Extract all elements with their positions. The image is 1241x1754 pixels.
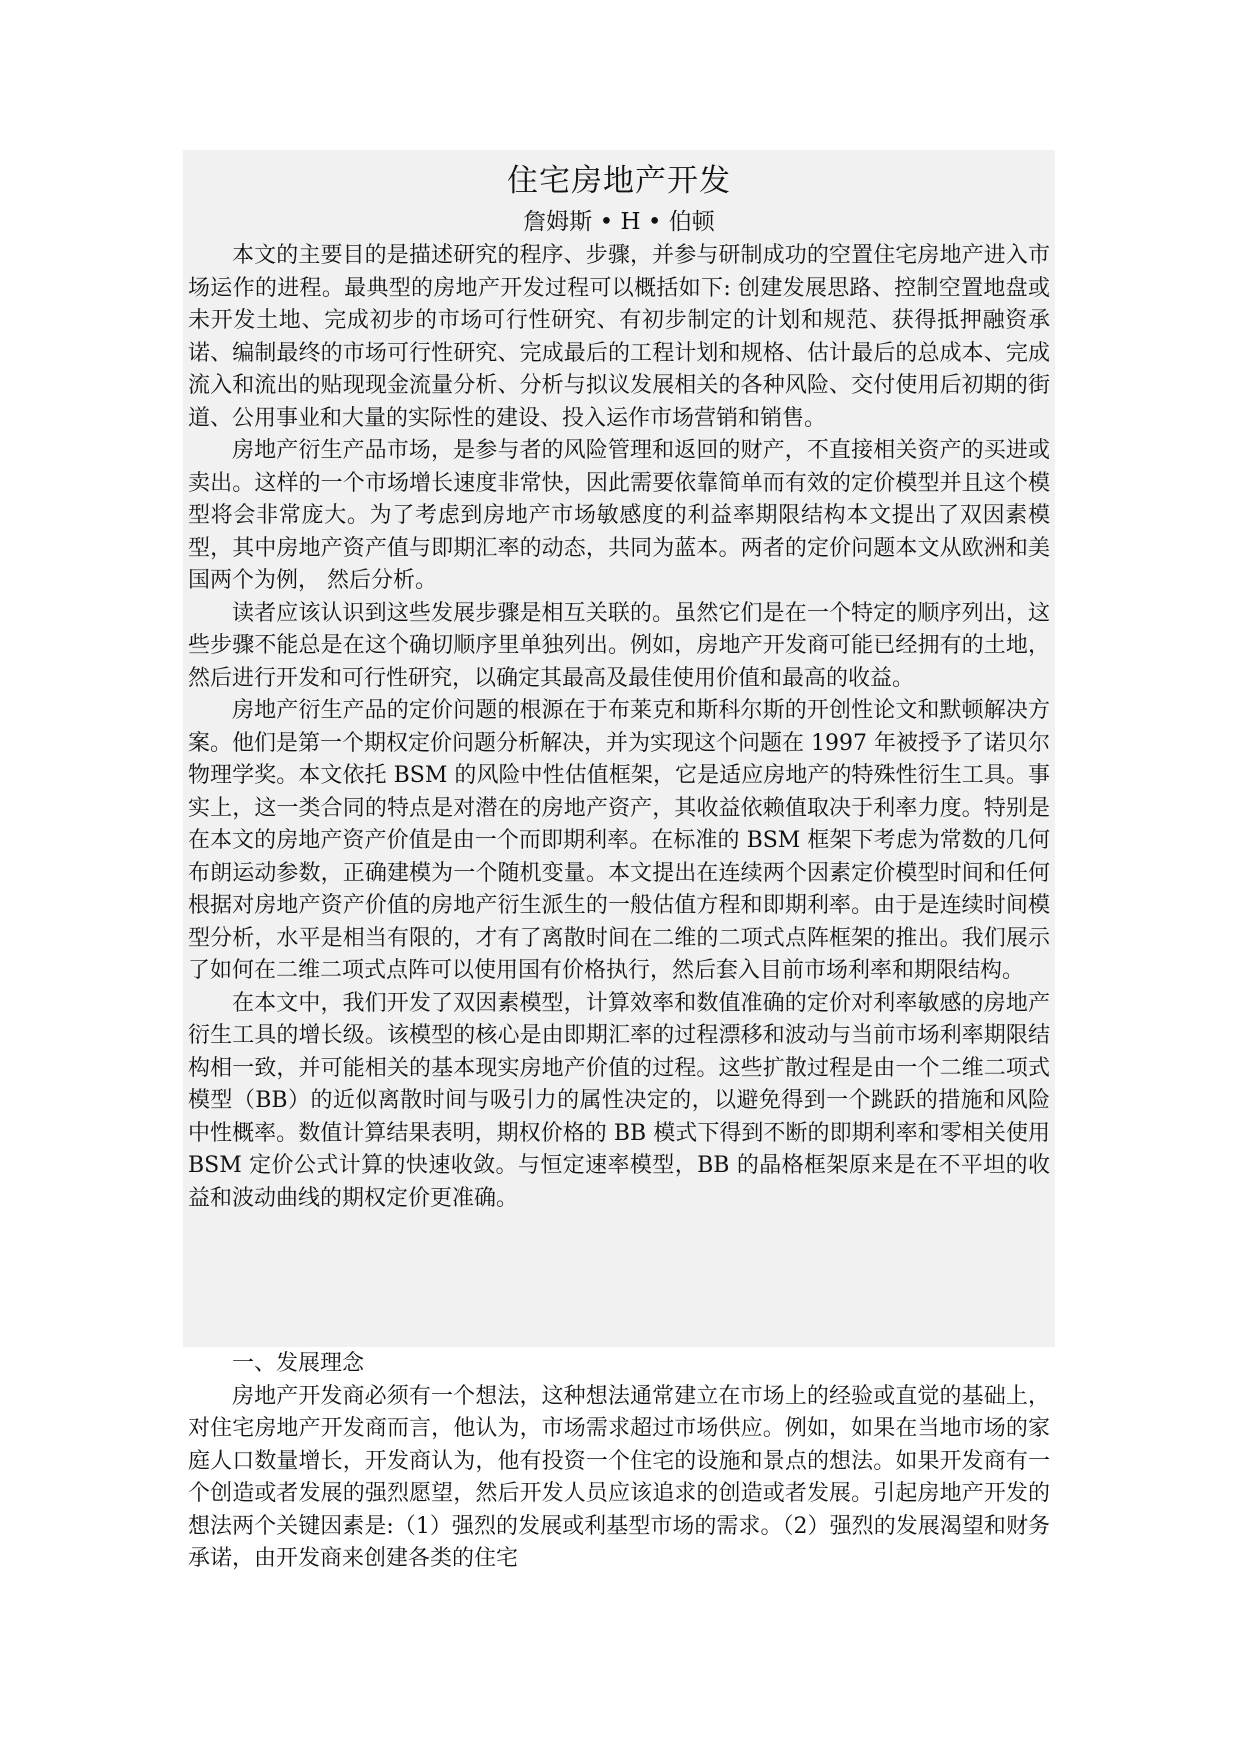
section-block bbox=[188, 1348, 1050, 1576]
abstract-block bbox=[188, 158, 1050, 1215]
paragraph-3: 读者应该认识到这些发展步骤是相互关联的。虽然它们是在一个特定的顺序列出，这些步骤不能总是在这个确切顺序里单独列出。例如，房地产开发商可能已经拥有的土地，然后进行开发和可行性研究，以确定其最高及最佳使用价值和最高的收益。 bbox=[188, 600, 1050, 691]
section-heading: 一、发展理念 bbox=[232, 1351, 365, 1376]
paragraph-1: 本文的主要目的是描述研究的程序、步骤，并参与研制成功的空置住宅房地产进入市场运作的进程。最典型的房地产开发过程可以概括如下: 创建发展思路、控制空置地盘或未开发土地、完成初步的市场可行性研究、有初步制定的计划和规范、获得抵押融资承诺、编制最终的市场可行性研究、完成最后的工程计划和规格、估计最后的总成本、完成流入和流出的贴现现金流量分析、分析与拟议发展相关的各种风险、交付使用后初期的街道、公用事业和大量的实际性的建设、投入运作市场营销和销售。 bbox=[188, 243, 1050, 431]
paragraph-5: 在本文中，我们开发了双因素模型，计算效率和数值准确的定价对利率敏感的房地产衍生工具的增长级。该模型的核心是由即期汇率的过程漂移和波动与当前市场利率期限结构相一致，并可能相关的基本现实房地产价值的过程。这些扩散过程是由一个二维二项式模型（BB）的近似离散时间与吸引力的属性决定的，以避免得到一个跳跃的措施和风险中性概率。数值计算结果表明，期权价格的 BB 模式下得到不断的即期利率和零相关使用 BSM 定价公式计算的快速收敛。与恒定速率模型，BB 的晶格框架原来是在不平坦的收益和波动曲线的期权定价更准确。 bbox=[188, 990, 1050, 1211]
section-paragraph-1: 房地产开发商必须有一个想法，这种想法通常建立在市场上的经验或直觉的基础上，对住宅房地产开发商而言，他认为，市场需求超过市场供应。例如，如果在当地市场的家庭人口数量增长，开发商认为，他有投资一个住宅的设施和景点的想法。如果开发商有一个创造或者发展的强烈愿望，然后开发人员应该追求的创造或者发展。引起房地产开发的想法两个关键因素是:（1）强烈的发展或利基型市场的需求。（2）强烈的发展渴望和财务承诺，由开发商来创建各类的住宅 bbox=[188, 1383, 1050, 1571]
document-author: 詹姆斯 • H • 伯顿 bbox=[523, 209, 715, 235]
paragraph-2: 房地产衍生产品市场，是参与者的风险管理和返回的财产，不直接相关资产的买进或卖出。这样的一个市场增长速度非常快，因此需要依靠简单而有效的定价模型并且这个模型将会非常庞大。为了考虑到房地产市场敏感度的利益率期限结构本文提出了双因素模型，其中房地产资产值与即期汇率的动态，共同为蓝本。两者的定价问题本文从欧洲和美国两个为例， 然后分析。 bbox=[188, 438, 1050, 593]
paragraph-4: 房地产衍生产品的定价问题的根源在于布莱克和斯科尔斯的开创性论文和默顿解决方案。他们是第一个期权定价问题分析解决，并为实现这个问题在 1997 年被授予了诺贝尔物理学奖。本文依托 BSM 的风险中性估值框架，它是适应房地产的特殊性衍生工具。事实上，这一类合同的特点是对潜在的房地产资产，其收益依赖值取决于利率力度。特别是在本文的房地产资产价值是由一个而即期利率。在标准的 BSM 框架下考虑为常数的几何布朗运动参数，正确建模为一个随机变量。本文提出在连续两个因素定价模型时间和任何根据对房地产资产价值的房地产衍生派生的一般估值方程和即期利率。由于是连续时间模型分析，水平是相当有限的，才有了离散时间在二维的二项式点阵框架的推出。我们展示了如何在二维二项式点阵可以使用国有价格执行，然后套入目前市场利率和期限结构。 bbox=[188, 698, 1050, 983]
document-title: 住宅房地产开发 bbox=[507, 163, 731, 199]
